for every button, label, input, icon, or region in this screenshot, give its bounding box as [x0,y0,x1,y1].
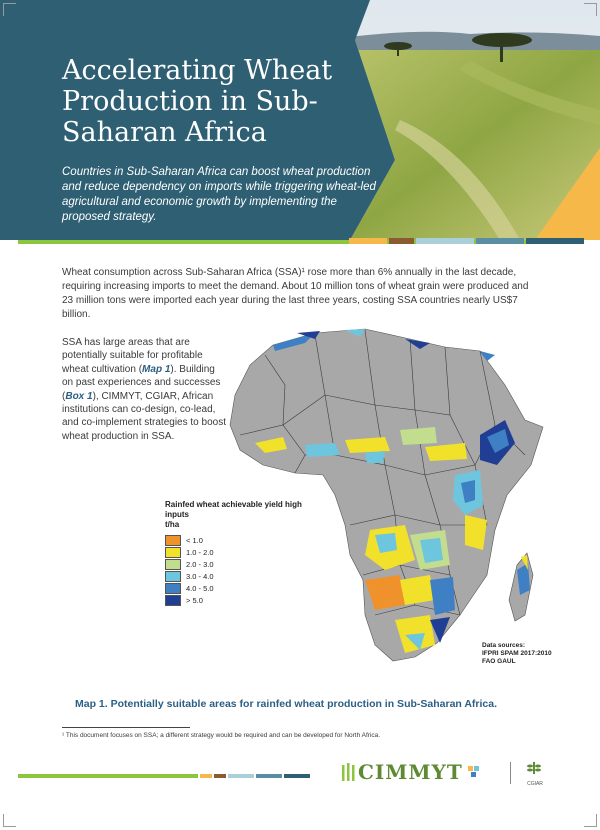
intro-paragraph: Wheat consumption across Sub-Saharan Africa (SSA)¹ rose more than 6% annually in the last decade, requiring increasing imports to meet the demand. About 10 million tons of wheat grain were produced and 23 million tons were imported each year during the last three years, costing SSA countries nearly US$7 billion. [62,267,529,320]
legend-row [165,546,315,558]
africa-landmass [230,329,543,661]
legend-row [165,570,315,582]
strip-segment [228,774,254,778]
header-banner [0,0,600,240]
strip-segment [256,774,282,778]
cgiar-wordmark: CGIAR [527,781,543,787]
africa-yield-map [225,325,565,670]
strip-segment [284,774,310,778]
legend-label: > 5.0 [186,595,203,605]
footer-rule [18,774,198,778]
strip-segment [526,238,584,244]
side-text-3: ), CIMMYT, CGIAR, African institutions can co-design, co-lead, and co-implement strategies to boost wheat production in SSA. [62,390,226,442]
map-reference-link[interactable]: Map 1 [142,363,171,375]
legend-swatch [165,595,181,606]
legend-label: 4.0 - 5.0 [186,583,214,593]
page-subtitle: Countries in Sub-Saharan Africa can boost wheat production and reduce dependency on imports while triggering wheat-led agricultural and economic growth by implementing the proposed strategy. [62,166,376,223]
legend-label: 3.0 - 4.0 [186,571,214,581]
footer-color-strip [200,774,312,778]
legend-swatch [165,571,181,582]
crop-mark [3,3,16,16]
legend-row [165,558,315,570]
sources-title: Data sources: [482,642,525,649]
source-line: IFPRI SPAM 2017:2010 [482,650,552,657]
footnote: ¹ This document focuses on SSA; a different strategy would be required and can be developed for North Africa. [62,732,381,739]
map-caption: Map 1. Potentially suitable areas for rainfed wheat production in Sub-Saharan Africa. [75,698,498,710]
strip-segment [416,238,474,244]
legend-title-text: Rainfed wheat achievable yield high inputs [165,500,302,519]
box-reference-link[interactable]: Box 1 [65,390,93,402]
strip-segment [476,238,524,244]
cimmyt-mark-icon [467,765,481,779]
map-legend [165,500,315,606]
legend-swatch [165,535,181,546]
data-sources [482,642,582,666]
legend-label: 2.0 - 3.0 [186,559,214,569]
strip-segment [214,774,226,778]
side-paragraph [62,336,227,443]
legend-swatch [165,547,181,558]
crop-mark [584,3,597,16]
legend-label: 1.0 - 2.0 [186,547,214,557]
cimmyt-wordmark: CIMMYT [358,760,463,784]
header-color-strip [349,238,586,244]
side-text-2: ). Building on past experiences and successes ( [62,363,221,402]
legend-row [165,534,315,546]
legend-label: < 1.0 [186,535,203,545]
crop-mark [584,814,597,827]
page-title: Accelerating Wheat Production in Sub-Saharan Africa [62,55,333,148]
footnote-rule [62,727,190,728]
logo-divider [510,762,511,784]
legend-row [165,594,315,606]
cgiar-icon [524,760,546,776]
legend-swatch [165,583,181,594]
source-line: FAO GAUL [482,658,516,665]
legend-swatch [165,559,181,570]
legend-title [165,500,315,530]
legend-row [165,582,315,594]
cimmyt-logo [340,760,481,784]
legend-unit: t/ha [165,520,180,529]
cgiar-logo [524,760,546,787]
crop-mark [3,814,16,827]
strip-segment [200,774,212,778]
wheat-icon [340,761,358,783]
strip-segment [389,238,414,244]
strip-segment [349,238,387,244]
side-text-1: SSA has large areas that are potentially suitable for profitable wheat cultivation ( [62,337,203,375]
